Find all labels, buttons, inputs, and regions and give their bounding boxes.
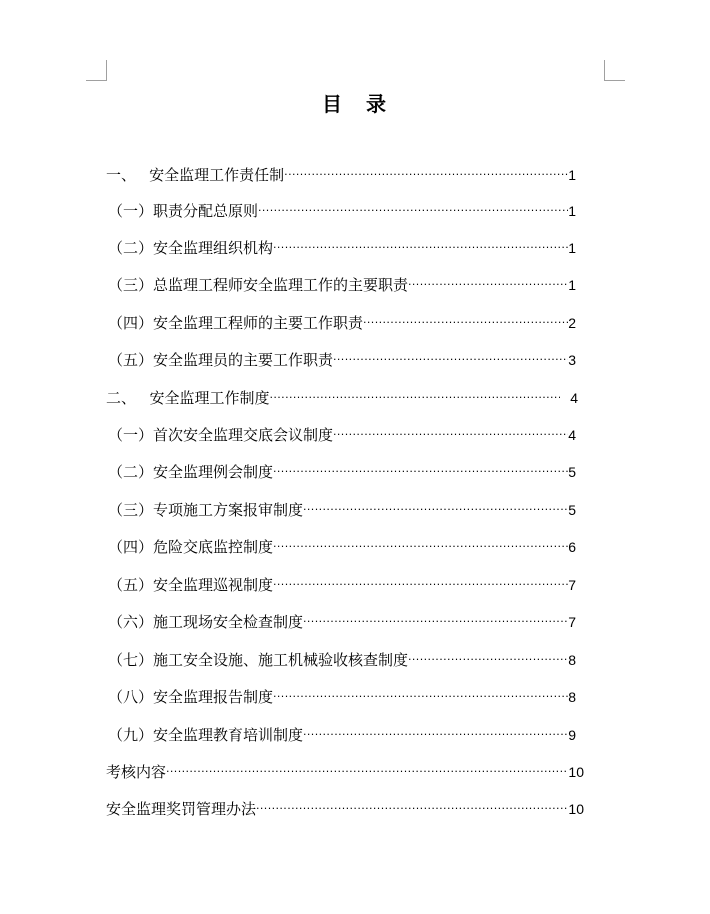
toc-entry-label: （六）施工现场安全检查制度 [108,613,304,631]
toc-leader-dots [363,306,568,340]
toc-entry[interactable] [108,680,576,714]
toc-entry[interactable] [106,158,576,192]
toc-entry[interactable] [108,455,576,489]
toc-entry-label: 考核内容 [106,763,167,781]
toc-entry-page-number: 1 [568,277,576,293]
toc-leader-dots [408,268,568,302]
toc-entry-page-number: 7 [568,577,576,593]
toc-entry[interactable] [108,268,576,302]
title-char-1: 目 [322,92,344,116]
toc-entry-label: （八）安全监理报告制度 [108,688,274,706]
toc-entry-page-number: 1 [568,203,576,219]
toc-entry-prefix: 一、 [106,166,137,184]
toc-entry-label: （五）安全监理巡视制度 [108,576,274,594]
toc-entry[interactable] [106,755,584,789]
toc-entry[interactable] [106,381,578,415]
toc-entry-page-number: 10 [568,801,584,817]
toc-leader-dots [273,231,568,265]
toc-entry-page-number: 9 [568,727,576,743]
toc-leader-dots [258,194,568,228]
toc-leader-dots [408,643,568,677]
toc-leader-dots [333,343,568,377]
toc-leader-dots [269,381,560,415]
toc-leader-dots [303,605,568,639]
toc-entry[interactable] [106,792,584,826]
toc-entry[interactable] [108,194,576,228]
toc-entry-page-number: 3 [568,352,576,368]
toc-entry-label: （二）安全监理组织机构 [108,239,274,257]
toc-entry-page-number: 5 [568,464,576,480]
toc-entry-label: （三）总监理工程师安全监理工作的主要职责 [108,276,409,294]
toc-entry-page-number: 4 [570,390,578,406]
toc-entry-prefix: 二、 [106,389,137,407]
toc-entry-label: （七）施工安全设施、施工机械验收核查制度 [108,651,409,669]
toc-leader-dots [284,158,568,192]
toc-entry[interactable] [108,643,576,677]
toc-entry-label: （一）首次安全监理交底会议制度 [108,426,334,444]
toc-leader-dots [273,455,568,489]
toc-entry-page-number: 5 [568,502,576,518]
toc-entry[interactable] [108,605,576,639]
toc-entry-label: （四）危险交底监控制度 [108,538,274,556]
toc-entry-page-number: 2 [568,315,576,331]
toc-leader-dots [333,418,568,452]
toc-entry-page-number: 1 [568,240,576,256]
toc-entry-label: （一）职责分配总原则 [108,202,259,220]
toc-entry-label: 安全监理工作责任制 [149,166,285,184]
toc-entry-label: （三）专项施工方案报审制度 [108,501,304,519]
toc-entry-page-number: 10 [568,764,584,780]
toc-leader-dots [256,792,568,826]
toc-entry-label: （九）安全监理教育培训制度 [108,726,304,744]
toc-entry-page-number: 4 [568,427,576,443]
toc-entry-label: 安全监理奖罚管理办法 [106,800,257,818]
page-corner-mark-right [604,60,625,81]
toc-leader-dots [303,718,568,752]
toc-entry-page-number: 6 [568,539,576,555]
toc-entry-page-number: 8 [568,652,576,668]
toc-entry[interactable] [108,343,576,377]
toc-entry[interactable] [108,231,576,265]
toc-leader-dots [273,568,568,602]
toc-leader-dots [303,493,568,527]
toc-leader-dots [166,755,568,789]
toc-entry[interactable] [108,306,576,340]
toc-leader-dots [273,680,568,714]
toc-entry-label: 安全监理工作制度 [149,389,270,407]
toc-entry[interactable] [108,418,576,452]
toc-entry[interactable] [108,718,576,752]
toc-entry-page-number: 8 [568,689,576,705]
page-title [0,88,710,117]
page-corner-mark-left [86,60,107,81]
toc-entry[interactable] [108,493,576,527]
title-char-2: 录 [366,92,388,116]
toc-entry-page-number: 1 [568,167,576,183]
toc-entry[interactable] [108,568,576,602]
toc-entry-label: （二）安全监理例会制度 [108,463,274,481]
toc-entry-label: （四）安全监理工程师的主要工作职责 [108,314,364,332]
toc-entry-label: （五）安全监理员的主要工作职责 [108,351,334,369]
toc-entry[interactable] [108,530,576,564]
toc-entry-page-number: 7 [568,614,576,630]
toc-leader-dots [273,530,568,564]
